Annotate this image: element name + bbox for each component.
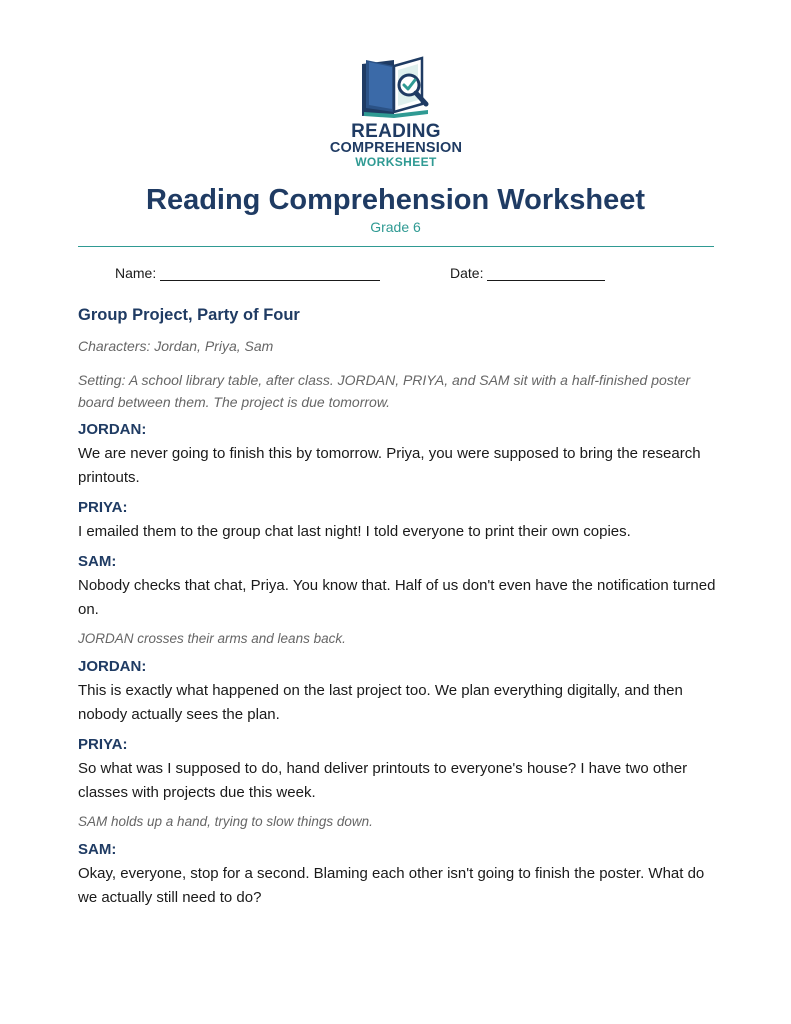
speaker-name: SAM:: [78, 553, 117, 570]
story-content: [78, 306, 718, 919]
speaker-name: PRIYA:: [78, 499, 128, 516]
speaker-name: SAM:: [78, 841, 117, 858]
name-label: Name:: [115, 265, 157, 281]
story-title: Group Project, Party of Four: [78, 306, 300, 324]
logo-text-reading: READING: [351, 121, 441, 142]
dialogue-line: So what was I supposed to do, hand deliver printouts to everyone's house? I have two other classes with projects due this week.: [78, 760, 688, 801]
worksheet-logo: [318, 54, 474, 174]
grade-subtitle: Grade 6: [370, 219, 421, 235]
dialogue-line: This is exactly what happened on the last project too. We plan everything digitally, and then nobody actually sees the plan.: [78, 682, 683, 723]
dialogue-line: Nobody checks that chat, Priya. You know that. Half of us don't even have the notification turned on.: [78, 577, 716, 618]
characters-line: Characters: Jordan, Priya, Sam: [78, 338, 274, 354]
logo-text-comprehension: COMPREHENSION: [329, 140, 463, 156]
dialogue-blocks: [78, 421, 718, 910]
dialogue-line: We are never going to finish this by tomorrow. Priya, you were supposed to bring the research printouts.: [78, 445, 701, 486]
book-magnifier-check-icon: [354, 54, 438, 120]
stage-direction: JORDAN crosses their arms and leans back.: [78, 631, 346, 646]
speaker-name: JORDAN:: [78, 421, 147, 438]
date-blank-line[interactable]: [487, 266, 605, 281]
stage-direction: SAM holds up a hand, trying to slow things down.: [78, 814, 373, 829]
speaker-name: PRIYA:: [78, 736, 128, 753]
dialogue-line: I emailed them to the group chat last night! I told everyone to print their own copies.: [78, 523, 631, 540]
dialogue-line: Okay, everyone, stop for a second. Blaming each other isn't going to finish the poster. What do we actually still need to do?: [78, 865, 705, 906]
name-blank-line[interactable]: [160, 266, 380, 281]
date-field: [450, 265, 605, 281]
name-field: [115, 265, 380, 281]
page-title: Reading Comprehension Worksheet: [146, 184, 645, 216]
logo-text-worksheet: WORKSHEET: [355, 155, 437, 169]
header-divider: [78, 246, 714, 247]
setting-paragraph: Setting: A school library table, after class. JORDAN, PRIYA, and SAM sit with a half-finished poster board between them. The project is due tomorrow.: [78, 372, 691, 410]
speaker-name: JORDAN:: [78, 658, 147, 675]
date-label: Date:: [450, 265, 484, 281]
